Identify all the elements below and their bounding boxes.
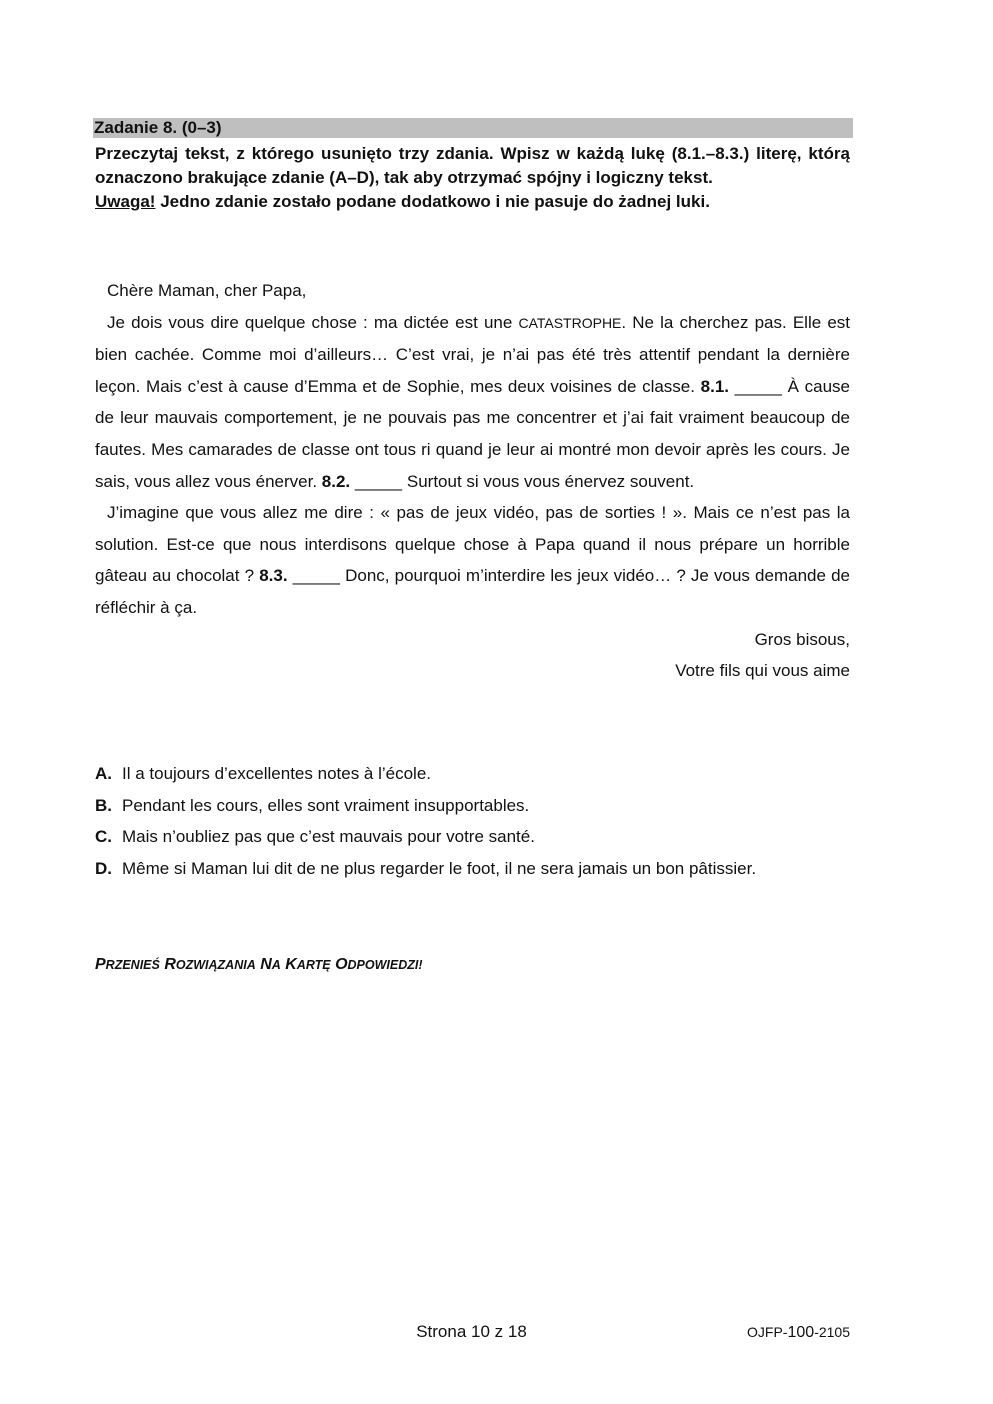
task-header: Zadanie 8. (0–3) bbox=[93, 118, 853, 138]
option-b bbox=[95, 790, 850, 822]
option-text: Mais n’oubliez pas que c’est mauvais pour votre santé. bbox=[122, 827, 535, 847]
gap-8-1-blank: _____ bbox=[729, 376, 788, 396]
gap-8-2-label: 8.2. bbox=[321, 471, 351, 491]
exam-code-prefix: OJFP- bbox=[747, 1324, 788, 1340]
option-text: Pendant les cours, elles sont vraiment insupportables. bbox=[122, 795, 530, 815]
gap-8-3-label: 8.3. bbox=[259, 566, 288, 586]
exam-code-mid: 100 bbox=[787, 1324, 815, 1341]
letter-paragraph-1 bbox=[95, 307, 850, 498]
gap-8-3-blank: _____ bbox=[287, 566, 346, 586]
task-instruction bbox=[95, 142, 850, 214]
transfer-note-text: PRZENIEŚ ROZWIĄZANIA NA KARTĘ ODPOWIEDZI! bbox=[95, 956, 423, 973]
gap-8-2-blank: _____ bbox=[350, 471, 407, 491]
transfer-answers-note bbox=[95, 956, 423, 974]
option-d bbox=[95, 853, 850, 885]
letter-closing-2: Votre fils qui vous aime bbox=[675, 661, 850, 681]
option-c bbox=[95, 821, 850, 853]
p2-part-b: Donc, pourquoi m’interdire les jeux vidéo… ? Je vous demande de réfléchir à ça. bbox=[95, 566, 850, 617]
answer-options bbox=[95, 758, 850, 884]
option-letter: D. bbox=[95, 858, 112, 878]
option-letter: A. bbox=[95, 764, 112, 783]
letter-greeting: Chère Maman, cher Papa, bbox=[107, 281, 307, 300]
gap-8-1-label: 8.1. bbox=[700, 376, 729, 396]
letter-closing-1: Gros bisous, bbox=[754, 629, 850, 649]
p1-part-c: À cause de leur mauvais comportement, je ne pouvais pas me concentrer et j’ai fait vraiment beaucoup de fautes. Mes camarades de classe ont tous ri quand je leur ai montré mon devoir après les cours. Je sais, vous allez vous énerver. bbox=[95, 376, 850, 491]
exam-code-suffix: -2105 bbox=[814, 1324, 850, 1340]
p1-part-b: . Ne la cherchez pas. Elle est bien cachée. Comme moi d’ailleurs… C’est vrai, je n’ai pas été très attentif pendant la dernière leçon. Mais c’est à cause d’Emma et de Sophie, mes deux voisines de classe. bbox=[95, 312, 850, 396]
letter-text bbox=[95, 275, 850, 687]
option-text: Il a toujours d’excellentes notes à l’école. bbox=[122, 764, 432, 783]
instruction-text: Przeczytaj tekst, z którego usunięto trzy zdania. Wpisz w każdą lukę (8.1.–8.3.) literę, którą oznaczono brakujące zdanie (A–D), tak aby otrzymać spójny i logiczny tekst. bbox=[95, 144, 850, 187]
p2-part-a: J’imagine que vous allez me dire : « pas de jeux vidéo, pas de sorties ! ». Mais ce n’est pas la solution. Est-ce que nous interdisons quelque chose à Papa quand il nous prépare un horrible gâteau au chocolat ? bbox=[95, 503, 850, 586]
option-a bbox=[95, 758, 850, 790]
catastrophe-word: CATASTROPHE bbox=[518, 314, 622, 331]
exam-code bbox=[747, 1324, 850, 1342]
warning-text: Jedno zdanie zostało podane dodatkowo i nie pasuje do żadnej luki. bbox=[155, 192, 710, 211]
p1-part-d: Surtout si vous vous énervez souvent. bbox=[406, 471, 695, 491]
option-text: Même si Maman lui dit de ne plus regarder le foot, il ne sera jamais un bon pâtissier. bbox=[122, 858, 757, 878]
option-letter: B. bbox=[95, 795, 112, 815]
page-number: Strona 10 z 18 bbox=[416, 1322, 527, 1341]
letter-paragraph-2 bbox=[95, 497, 850, 623]
option-letter: C. bbox=[95, 827, 112, 847]
p1-part-a: Je dois vous dire quelque chose : ma dictée est une bbox=[107, 312, 519, 332]
warning-label: Uwaga! bbox=[95, 192, 156, 211]
